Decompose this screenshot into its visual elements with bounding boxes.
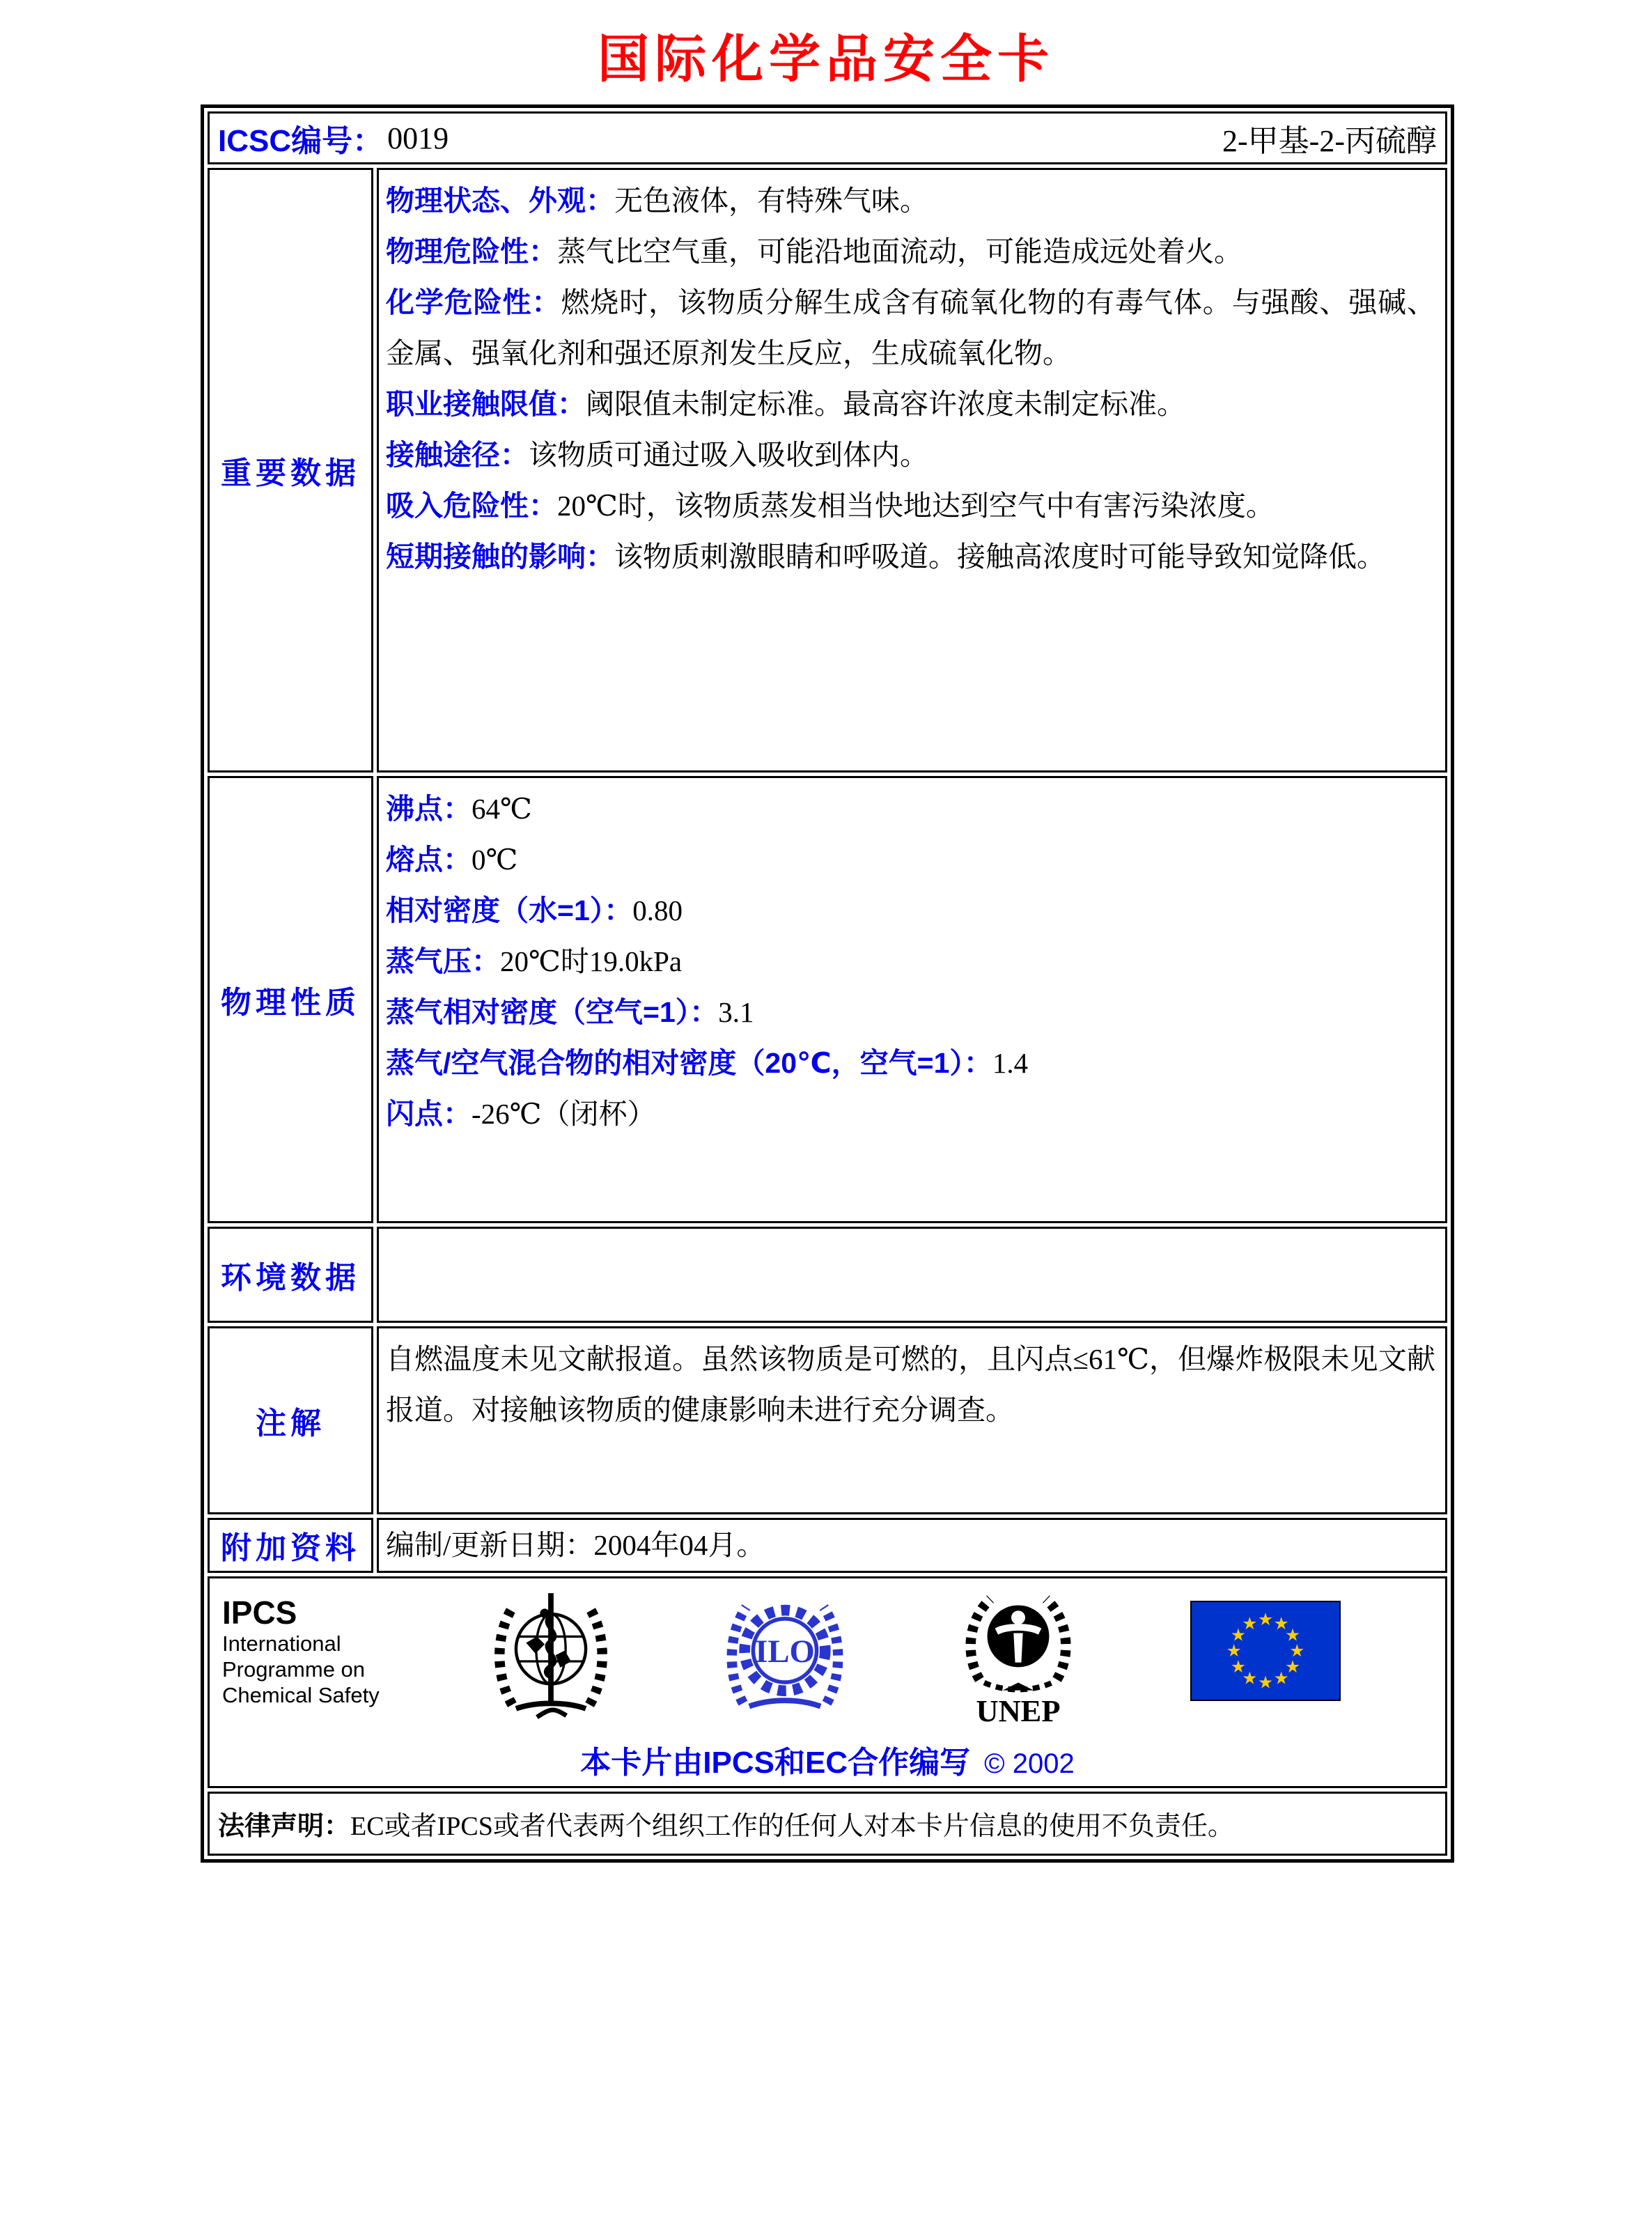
svg-text:★: ★ [1257, 1608, 1274, 1629]
field-label: 职业接触限值： [386, 387, 586, 420]
field-value: 20℃时，该物质蒸发相当快地达到空气中有害污染浓度。 [557, 489, 1275, 522]
ipcs-title: IPCS [222, 1594, 297, 1631]
field-label: 蒸气相对密度（空气=1）： [386, 995, 719, 1028]
svg-text:★: ★ [1289, 1640, 1305, 1661]
additional-info-row [208, 1518, 1447, 1573]
header-cell [208, 111, 1447, 164]
svg-text:★: ★ [1242, 1668, 1258, 1689]
icsc-card-table [201, 104, 1454, 1863]
caption-text: 本卡片由IPCS和EC合作编写 [580, 1745, 971, 1780]
header-row [208, 111, 1447, 164]
eu-flag-icon [1190, 1601, 1341, 1701]
field-value: 3.1 [718, 995, 754, 1028]
svg-text:★: ★ [1273, 1668, 1289, 1689]
unep-letters: UNEP [976, 1693, 1061, 1728]
field-value: 无色液体，有特殊气味。 [614, 185, 928, 217]
notes-content [377, 1326, 1447, 1514]
ilo-letters: ILO [755, 1633, 815, 1670]
additional-info-content: 编制/更新日期：2004年04月。 [377, 1518, 1447, 1573]
icsc-number-group [218, 116, 449, 160]
field-vapor-pressure [386, 936, 1435, 987]
svg-text:★: ★ [1284, 1624, 1301, 1645]
field-value: 20℃时19.0kPa [500, 945, 683, 977]
row-label-additional-info: 附加资料 [208, 1518, 373, 1573]
footer-row [208, 1576, 1447, 1788]
field-label: 物理状态、外观： [386, 185, 614, 217]
field-value: 燃烧时，该物质分解生成含有硫氧化物的有毒气体。与强酸、强碱、金属、强氧化剂和强还原剂发生反应，生成硫氧化物。 [386, 286, 1436, 369]
page-title: 国际化学品安全卡 [598, 30, 1054, 88]
field-value: 阈限值未制定标准。最高容许浓度未制定标准。 [586, 387, 1185, 420]
svg-text:★: ★ [1242, 1613, 1258, 1634]
field-flash-point [386, 1089, 1435, 1140]
row-label-important-data: 重要数据 [208, 168, 373, 773]
physical-properties-content [377, 776, 1447, 1223]
field-value: 0.80 [632, 894, 683, 926]
field-label: 物理危险性： [386, 235, 557, 267]
physical-properties-row [208, 776, 1447, 1223]
field-value: -26℃（闭杯） [472, 1097, 656, 1130]
field-label: 接触途径： [386, 438, 529, 471]
ipcs-subtitle-line: Programme on [222, 1656, 366, 1682]
field-value: 64℃ [472, 793, 532, 825]
field-label: 短期接触的影响： [386, 540, 614, 573]
field-value: 1.4 [992, 1046, 1029, 1079]
field-vapor-air-mixture-density [386, 1038, 1435, 1089]
field-value: 0℃ [472, 843, 518, 876]
copyright-text: © 2002 [984, 1748, 1075, 1779]
svg-text:★: ★ [1273, 1613, 1289, 1634]
legal-row [208, 1792, 1447, 1856]
field-value: 该物质可通过吸入吸收到体内。 [529, 438, 928, 471]
unep-logo-icon [956, 1588, 1080, 1728]
notes-text: 自燃温度未见文献报道。虽然该物质是可燃的，且闪点≤61℃，但爆炸极限未见文献报道。对接触该物质的健康影响未进行充分调查。 [386, 1343, 1435, 1426]
icsc-number-label: ICSC编号： [218, 124, 384, 158]
chemical-name: 2-甲基-2-丙硫醇 [1222, 124, 1437, 158]
field-relative-density [386, 885, 1435, 936]
svg-text:★: ★ [1257, 1672, 1274, 1693]
important-data-content [377, 168, 1447, 773]
logo-strip [210, 1584, 1445, 1728]
field-label: 闪点： [386, 1097, 472, 1130]
svg-text:★: ★ [1230, 1624, 1246, 1645]
field-vapor-relative-density [386, 987, 1435, 1038]
field-exposure-limits [386, 379, 1435, 430]
field-exposure-routes [386, 430, 1435, 481]
environmental-data-content [377, 1227, 1447, 1323]
field-label: 蒸气压： [386, 945, 500, 977]
row-label-physical-properties: 物理性质 [208, 776, 373, 1223]
field-inhalation-risk [386, 481, 1435, 531]
legal-text: EC或者IPCS或者代表两个组织工作的任何人对本卡片信息的使用不负责任。 [350, 1812, 1234, 1842]
field-label: 吸入危险性： [386, 489, 557, 522]
who-logo-icon [489, 1588, 613, 1721]
row-label-environmental-data: 环境数据 [208, 1227, 373, 1323]
icsc-number-value: 0019 [387, 121, 449, 155]
field-label: 相对密度（水=1）： [386, 894, 633, 926]
footer-caption [210, 1737, 1445, 1782]
field-value: 该物质刺激眼睛和呼吸道。接触高浓度时可能导致知觉降低。 [614, 540, 1385, 573]
important-data-row [208, 168, 1447, 773]
field-label: 蒸气/空气混合物的相对密度（20℃，空气=1）： [386, 1046, 992, 1079]
field-label: 熔点： [386, 843, 472, 876]
footer-cell [208, 1576, 1447, 1788]
field-short-term-effects [386, 531, 1435, 582]
field-label: 沸点： [386, 793, 472, 825]
ipcs-subtitle-line: International [222, 1631, 341, 1656]
field-boiling-point [386, 784, 1435, 835]
svg-text:★: ★ [1284, 1656, 1301, 1677]
notes-row [208, 1326, 1447, 1514]
field-chemical-hazard [386, 277, 1435, 379]
svg-text:★: ★ [1226, 1640, 1242, 1661]
legal-cell [208, 1792, 1447, 1856]
ilo-logo-icon [723, 1588, 847, 1721]
ipcs-text-block [222, 1588, 380, 1708]
row-label-notes: 注解 [208, 1326, 373, 1514]
ipcs-subtitle-line: Chemical Safety [222, 1682, 380, 1707]
field-physical-state [386, 176, 1435, 226]
legal-label: 法律声明： [218, 1812, 351, 1842]
field-melting-point [386, 835, 1435, 885]
field-physical-hazard [386, 226, 1435, 277]
field-value: 蒸气比空气重，可能沿地面流动，可能造成远处着火。 [557, 235, 1242, 267]
svg-text:★: ★ [1230, 1656, 1246, 1677]
environmental-data-row [208, 1227, 1447, 1323]
field-label: 化学危险性： [386, 286, 561, 318]
